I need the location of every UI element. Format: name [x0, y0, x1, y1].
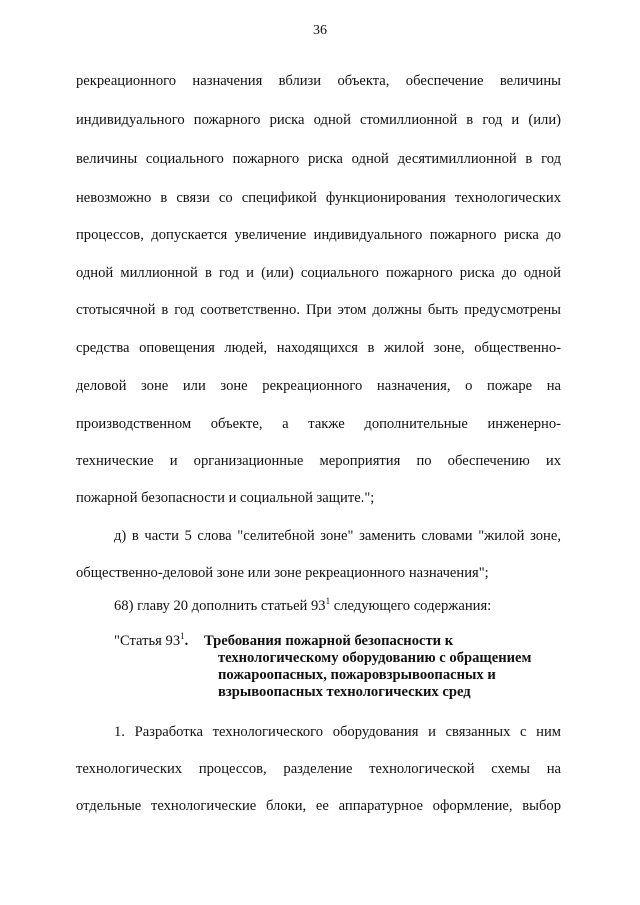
text-line: деловой зоне или зоне рекреационного назначения, о пожаре на [76, 378, 561, 394]
text-line: технические и организационные мероприятия по обеспечению их [76, 453, 561, 469]
article-title-line: пожароопасных, пожаровзрывоопасных и [218, 667, 496, 683]
text-line: отдельные технологические блоки, ее аппаратурное оформление, выбор [76, 798, 561, 814]
superscript: 1 [180, 631, 185, 641]
text-line: величины социального пожарного риска одной десятимиллионной в год [76, 151, 561, 167]
amendment-text: 68) главу 20 дополнить статьей 93 [114, 598, 326, 614]
text-line: рекреационного назначения вблизи объекта, обеспечение величины [76, 73, 561, 89]
article-prefix-end: . [184, 633, 189, 649]
text-line: средства оповещения людей, находящихся в жилой зоне, общественно- [76, 340, 561, 356]
text-line: процессов, допускается увеличение индивидуального пожарного риска до [76, 227, 561, 243]
text-line: технологических процессов, разделение технологической схемы на [76, 761, 561, 777]
text-line: невозможно в связи со спецификой функционирования технологических [76, 190, 561, 206]
text-line: стотысячной в год соответственно. При этом должны быть предусмотрены [76, 302, 561, 318]
amendment-line [114, 597, 561, 615]
text-line: 1. Разработка технологического оборудования и связанных с ним [114, 724, 561, 740]
amendment-text: следующего содержания: [330, 598, 492, 614]
article-title-line: технологическому оборудованию с обращением [218, 650, 532, 666]
article-number [114, 633, 188, 650]
text-line: пожарной безопасности и социальной защите."; [76, 490, 375, 506]
text-line: одной миллионной в год и (или) социального пожарного риска до одной [76, 265, 561, 281]
article-title-line: взрывоопасных технологических сред [218, 684, 471, 700]
superscript: 1 [325, 596, 331, 606]
article-prefix: "Статья 93 [114, 633, 181, 649]
text-line: индивидуального пожарного риска одной стомиллионной в год и (или) [76, 112, 561, 128]
text-line: общественно-деловой зоне или зоне рекреационного назначения"; [76, 565, 489, 581]
article-title-line: Требования пожарной безопасности к [204, 633, 454, 649]
text-line: д) в части 5 слова "селитебной зоне" заменить словами "жилой зоне, [114, 528, 561, 544]
text-line: производственном объекте, а также дополнительные инженерно- [76, 416, 561, 432]
page-number: 36 [313, 23, 327, 38]
article-title [204, 633, 564, 701]
